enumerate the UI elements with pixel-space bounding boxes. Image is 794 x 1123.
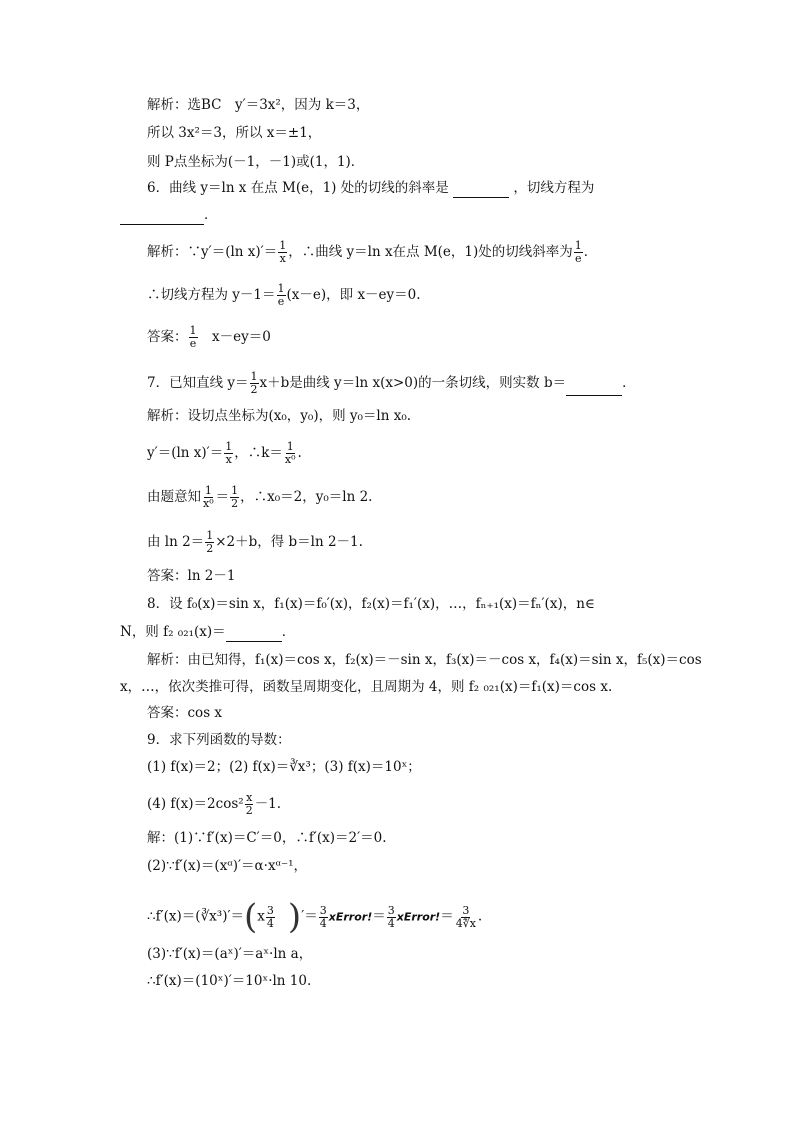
numerator: 1	[231, 484, 239, 497]
denominator: e	[277, 295, 285, 308]
numerator: 1	[189, 324, 197, 337]
text-line: 所以 3x²＝3，所以 x＝±1，	[147, 125, 322, 141]
fraction	[319, 905, 328, 930]
text-line: 解析：设切点坐标为(x₀，y₀)，则 y₀＝ln x₀.	[147, 408, 412, 424]
text: 7．已知直线 y＝	[147, 375, 249, 391]
text: ＝	[440, 908, 454, 925]
text: .	[297, 445, 302, 461]
text-line	[147, 792, 281, 817]
text: ．	[204, 207, 218, 223]
numerator: 1	[574, 239, 582, 252]
fraction	[278, 240, 287, 265]
error-text: xError!	[328, 910, 373, 924]
text: ．	[281, 624, 296, 640]
denominator: x⁰	[203, 497, 214, 510]
text: 答案：	[147, 329, 188, 345]
text-line: 解析：选BC y′＝3x²，因为 k＝3，	[147, 97, 370, 113]
fraction	[574, 240, 583, 265]
text-line: (1) f(x)＝2；(2) f(x)＝∛x³；(3) f(x)＝10ˣ；	[147, 759, 421, 775]
text-line: x，…，依次类推可得，函数呈周期变化，且周期为 4，则 f₂ ₀₂₁(x)＝f₁(x)＝cos x.	[120, 679, 613, 695]
left-paren-icon: (	[244, 897, 258, 937]
text: －1.	[254, 796, 282, 812]
text: ∴f′(x)＝(∛x³)′＝	[147, 908, 245, 925]
fraction	[250, 371, 259, 396]
error-text: xError!	[396, 910, 441, 924]
solution-line	[147, 485, 372, 510]
text: ′＝	[301, 908, 318, 925]
solution-line	[147, 441, 302, 466]
denominator: x⁰	[284, 453, 296, 466]
denominator: 4	[319, 916, 327, 930]
text-line: 解析：由已知得，f₁(x)＝cos x，f₂(x)＝－sin x，f₃(x)＝－cos x，f₄(x)＝sin x，f₅(x)＝cos	[147, 652, 702, 668]
text-line: (3)∵f′(x)＝(aˣ)′＝aˣ·ln a，	[147, 946, 313, 962]
text-line	[120, 622, 295, 642]
numerator: 1	[286, 440, 294, 453]
numerator: 1	[277, 282, 285, 295]
solution-line	[147, 897, 483, 937]
question-9: 9．求下列函数的导数：	[147, 732, 291, 748]
fraction	[266, 905, 275, 930]
fraction	[277, 283, 286, 308]
text: N，则 f₂ ₀₂₁(x)＝	[120, 624, 226, 640]
text: 6．曲线 y＝ln x 在点 M(e，1) 处的切线的斜率是	[147, 180, 449, 196]
text: x－ey＝0	[198, 329, 271, 345]
denominator: x	[279, 252, 286, 265]
denominator: 2	[250, 383, 258, 396]
question-7	[147, 371, 636, 396]
denominator: e	[575, 252, 582, 265]
denominator: 2	[231, 497, 239, 510]
answer-blank	[120, 224, 204, 225]
denominator: 4∜x	[455, 916, 476, 930]
numerator: 3	[462, 903, 470, 917]
numerator: 1	[250, 370, 258, 383]
text: ∴切线方程为 y－1＝	[147, 287, 276, 303]
numerator: 1	[204, 484, 212, 497]
text-line: 则 P点坐标为(－1，－1)或(1，1)．	[147, 154, 365, 170]
text: ，∴x₀＝2，y₀＝ln 2.	[240, 489, 373, 505]
answer-blank	[226, 641, 282, 642]
numerator: 1	[206, 529, 214, 542]
text: ＝	[372, 908, 386, 925]
answer-blank	[566, 395, 622, 396]
denominator: 4	[387, 916, 395, 930]
solution-line	[147, 530, 363, 555]
answer-line	[147, 325, 271, 350]
text: ，∴曲线 y＝ln x在点 M(e，1)处的切线斜率为	[288, 244, 573, 260]
text: y′＝(ln x)′＝	[147, 445, 224, 461]
fraction	[284, 441, 297, 466]
text: (x－e)，即 x－ey＝0.	[286, 287, 421, 303]
question-8: 8．设 f₀(x)＝sin x，f₁(x)＝f₀′(x)，f₂(x)＝f₁′(x)，…，fₙ₊₁(x)＝fₙ′(x)，n∈	[147, 596, 595, 612]
numerator: 3	[319, 903, 327, 917]
solution-line	[147, 240, 597, 265]
solution-line	[147, 283, 421, 308]
text: ．	[583, 244, 598, 260]
denominator: e	[189, 337, 197, 350]
denominator: 2	[245, 804, 253, 817]
text: 由 ln 2＝	[147, 534, 205, 550]
text: (4) f(x)＝2cos²	[147, 796, 244, 812]
question-6	[147, 178, 594, 198]
text: 由题意知	[147, 489, 201, 505]
answer-blank	[453, 197, 509, 198]
fraction	[245, 792, 254, 817]
fraction	[387, 905, 396, 930]
denominator: x	[225, 453, 232, 466]
denominator: 2	[206, 542, 214, 555]
text: .	[477, 908, 483, 925]
fraction	[224, 441, 233, 466]
text-line	[120, 205, 218, 225]
text-line: 解：(1)∵f′(x)＝C′＝0，∴f′(x)＝2′＝0.	[147, 830, 387, 846]
numerator: x	[246, 791, 253, 804]
text: ．	[622, 375, 636, 391]
text: x	[257, 908, 265, 925]
text: ，切线方程为	[513, 180, 595, 196]
fraction	[189, 325, 198, 350]
fraction	[230, 485, 239, 510]
numerator: 3	[387, 903, 395, 917]
right-paren-icon: )	[287, 897, 302, 937]
text: ，∴k＝	[234, 445, 283, 461]
numerator: 1	[225, 440, 233, 453]
text: x＋b是曲线 y＝ln x(x>0)的一条切线，则实数 b＝	[259, 375, 567, 391]
text-line: (2)∵f′(x)＝(xᵅ)′＝α·xᵅ⁻¹，	[147, 858, 307, 874]
text-line: ∴f′(x)＝(10ˣ)′＝10ˣ·ln 10.	[147, 973, 312, 989]
fraction	[455, 905, 477, 930]
numerator: 3	[266, 903, 274, 917]
answer-line: 答案：cos x	[147, 705, 223, 721]
text: 解析：∵y′＝(ln x)′＝	[147, 244, 278, 260]
text: ×2＋b，得 b＝ln 2－1.	[215, 534, 363, 550]
answer-line: 答案：ln 2－1	[147, 568, 236, 584]
denominator: 4	[266, 916, 274, 930]
fraction	[202, 485, 215, 510]
text: ＝	[215, 489, 230, 505]
numerator: 1	[279, 239, 287, 252]
fraction	[205, 530, 214, 555]
